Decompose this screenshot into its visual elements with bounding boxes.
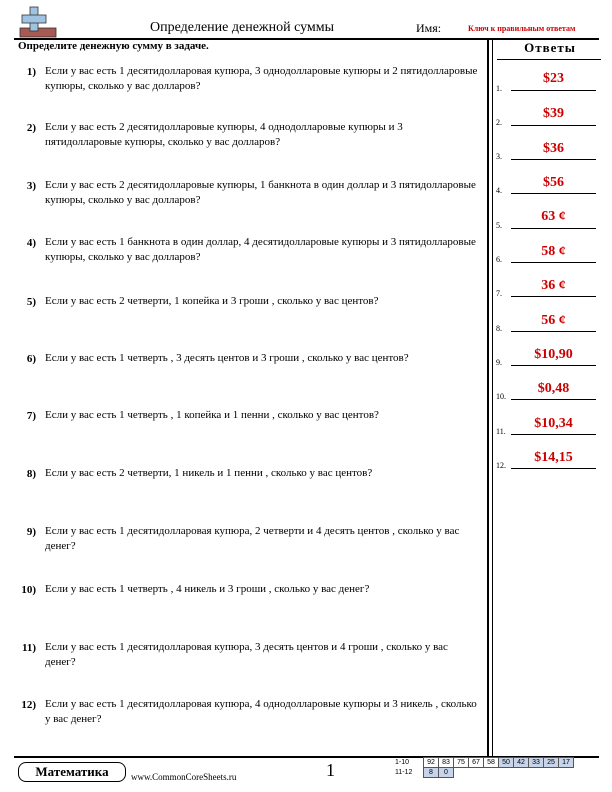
- site-url: www.CommonCoreSheets.ru: [131, 772, 237, 782]
- answer-value: $36: [543, 141, 564, 156]
- score-cell: 75: [454, 758, 469, 768]
- subject-badge: Математика: [18, 762, 126, 782]
- score-cell: 33: [529, 758, 544, 768]
- column-divider-inner: [492, 38, 493, 758]
- answer-line: [511, 468, 596, 469]
- score-cell: 67: [469, 758, 484, 768]
- page-number: 1: [326, 760, 335, 780]
- answer-value: $14,15: [534, 450, 573, 465]
- question-text: Если у вас есть 1 четверть , 4 никель и 3 гроши , сколько у вас денег?: [45, 583, 370, 595]
- answer-value: 63 ¢: [541, 209, 566, 224]
- answer-number: 11.: [496, 427, 506, 436]
- question-text: Если у вас есть 1 банкнота в один доллар, 4 десятидолларовые купюры и 3 пятидолларовые купюры, сколько у вас долларов?: [45, 236, 476, 263]
- answer-line: [511, 90, 596, 91]
- page-title: Определение денежной суммы: [150, 20, 335, 35]
- question-number: 6): [26, 353, 36, 365]
- answer-value: $10,90: [534, 347, 573, 362]
- question-number: 5): [26, 296, 36, 308]
- answer-value: $10,34: [534, 416, 573, 431]
- question-number: 4): [26, 237, 36, 249]
- question-text: Если у вас есть 2 четверти, 1 никель и 1 пенни , сколько у вас центов?: [45, 467, 373, 479]
- answer-line: [511, 193, 596, 194]
- answer-value: $39: [543, 106, 564, 121]
- answer-number: 8.: [496, 324, 502, 333]
- name-label: Имя:: [416, 21, 442, 35]
- score-cell: 17: [559, 758, 574, 768]
- answer-number: 5.: [496, 221, 502, 230]
- question-number: 1): [26, 66, 36, 78]
- score-row-label: 11-12: [395, 769, 413, 776]
- question-number: 12): [21, 699, 36, 711]
- answer-line: [511, 331, 596, 332]
- answers-header-underline: [497, 59, 601, 60]
- answer-value: $56: [543, 175, 564, 190]
- answer-line: [511, 228, 596, 229]
- question-text: Если у вас есть 1 десятидолларовая купюра, 3 десять центов и 4 гроши , сколько у вас денег?: [45, 641, 448, 668]
- question-number: 11): [21, 642, 36, 654]
- answer-value: $23: [543, 71, 564, 86]
- answer-line: [511, 159, 596, 160]
- score-row: [395, 768, 574, 778]
- score-cell: 83: [439, 758, 454, 768]
- question-text: Если у вас есть 1 десятидолларовая купюра, 2 четверти и 4 десять центов , сколько у вас денег?: [45, 525, 460, 552]
- question-number: 2): [26, 122, 36, 134]
- answers-header: Ответы: [524, 40, 576, 55]
- question-text: Если у вас есть 2 десятидолларовые купюры, 4 однодолларовые купюры и 3 пятидолларовые купюры, сколько у вас долларов?: [45, 121, 403, 148]
- answer-number: 2.: [496, 118, 502, 127]
- answer-line: [511, 262, 596, 263]
- question-text: Если у вас есть 1 десятидолларовая купюра, 4 однодолларовые купюры и 3 никель , сколько у вас денег?: [45, 698, 477, 725]
- score-cell: 50: [499, 758, 514, 768]
- question-text: Если у вас есть 1 четверть , 1 копейка и 1 пенни , сколько у вас центов?: [45, 409, 379, 421]
- score-row: [395, 758, 574, 768]
- question-number: 10): [21, 584, 36, 596]
- question-text: Если у вас есть 1 четверть , 3 десять центов и 3 гроши , сколько у вас центов?: [45, 352, 409, 364]
- score-cell: 58: [484, 758, 499, 768]
- question-number: 8): [26, 468, 36, 480]
- answer-value: 36 ¢: [541, 278, 566, 293]
- answer-line: [511, 434, 596, 435]
- score-cell: 8: [424, 768, 439, 778]
- answer-number: 9.: [496, 358, 502, 367]
- question-number: 9): [26, 526, 36, 538]
- answer-value: 56 ¢: [541, 313, 566, 328]
- answer-line: [511, 365, 596, 366]
- score-cell: 42: [514, 758, 529, 768]
- answer-line: [511, 399, 596, 400]
- question-text: Если у вас есть 2 десятидолларовые купюры, 1 банкнота в один доллар и 3 пятидолларовые купюры, сколько у вас долларов?: [45, 179, 476, 206]
- answer-number: 1.: [496, 84, 502, 93]
- answer-number: 4.: [496, 186, 502, 195]
- score-row-label: 1-10: [395, 759, 410, 766]
- answer-line: [511, 296, 596, 297]
- question-number: 7): [26, 410, 36, 422]
- answer-value: 58 ¢: [541, 244, 566, 259]
- answer-number: 12.: [496, 461, 506, 470]
- answer-number: 3.: [496, 152, 502, 161]
- question-text: Если у вас есть 1 десятидолларовая купюра, 3 однодолларовые купюры и 2 пятидолларовые купюры, сколько у вас долларов?: [45, 65, 478, 92]
- score-cell: 0: [439, 768, 454, 778]
- answer-key-label: Ключ к правильным ответам: [468, 24, 576, 33]
- plus-logo-icon: [18, 6, 60, 38]
- question-text: Если у вас есть 2 четверти, 1 копейка и 3 гроши , сколько у вас центов?: [45, 295, 379, 307]
- answer-number: 10.: [496, 392, 506, 401]
- instruction: Определите денежную сумму в задаче.: [18, 40, 209, 52]
- answer-number: 7.: [496, 289, 502, 298]
- column-divider: [487, 38, 489, 758]
- score-table: [395, 757, 574, 778]
- question-number: 3): [26, 180, 36, 192]
- answer-number: 6.: [496, 255, 502, 264]
- score-cell: 92: [424, 758, 439, 768]
- answer-value: $0,48: [537, 381, 570, 396]
- score-cell: 25: [544, 758, 559, 768]
- answer-line: [511, 125, 596, 126]
